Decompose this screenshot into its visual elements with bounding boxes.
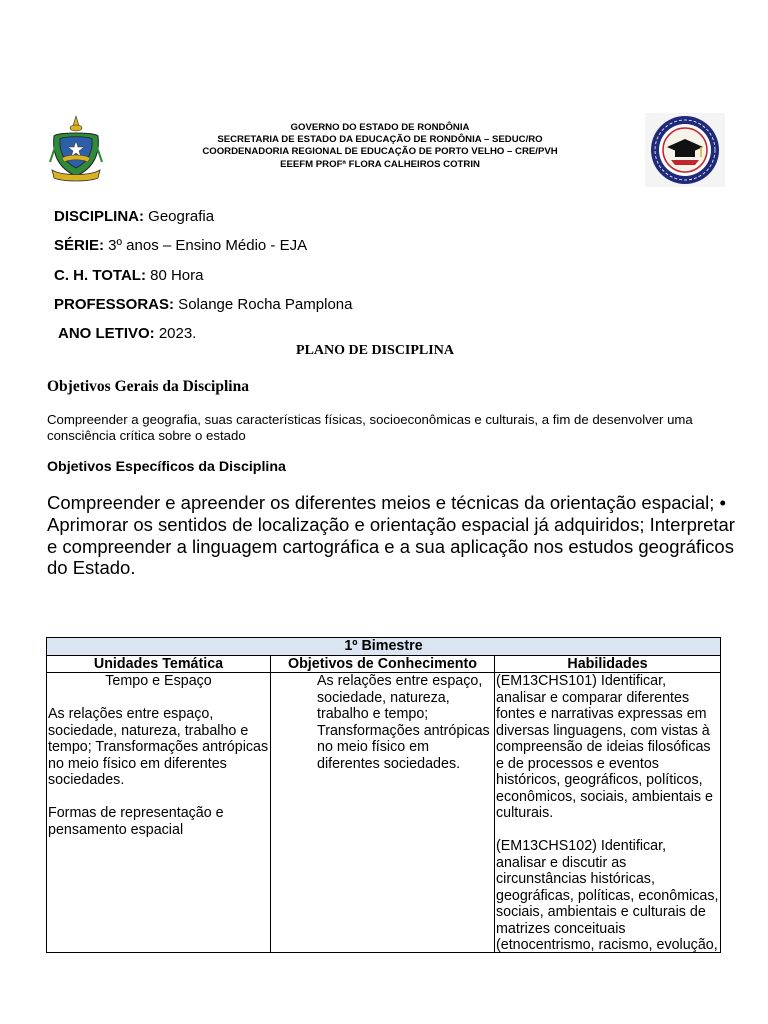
- column-header-objetivos: Objetivos de Conhecimento: [271, 655, 495, 673]
- skill-text: (EM13CHS102) Identificar, analisar e discutir as circunstâncias históricas, geográficas, políticas, econômicas, sociais, ambientais e culturais de matrizes conceituais (etnocentrismo, racismo, evolução,: [496, 838, 719, 952]
- general-objectives-text: Compreender a geografia, suas características físicas, socioeconômicas e culturais, a fim de desenvolver uma consciência crítica sobre o estado: [47, 412, 693, 443]
- school-emblem-logo: [645, 113, 725, 187]
- unit-text: As relações entre espaço, sociedade, natureza, trabalho e tempo; Transformações antrópicas no meio físico em diferentes sociedades.: [48, 706, 269, 788]
- info-value: 80 Hora: [145, 267, 204, 284]
- info-serie: [54, 237, 307, 254]
- info-professoras: [54, 296, 352, 313]
- info-value: 3º anos – Ensino Médio - EJA: [104, 237, 308, 254]
- info-label: C. H. TOTAL:: [54, 267, 146, 284]
- state-coat-of-arms-logo: [48, 114, 104, 186]
- info-value: 2023.: [154, 325, 197, 342]
- unit-title: Tempo e Espaço: [105, 673, 212, 689]
- specific-objectives-text: Compreender e apreender os diferentes meios e técnicas da orientação espacial; • Aprimorar os sentidos de localização e orientação espacial já adquiridos; Interpretar e compreender a linguagem cartográfica e a sua aplicação nos estudos geográficos do Estado.: [47, 492, 735, 579]
- info-disciplina: [54, 208, 214, 225]
- table-cell-unidades: [47, 673, 271, 953]
- institution-header: [130, 122, 630, 171]
- curriculum-table: [46, 637, 720, 953]
- info-label: SÉRIE:: [54, 237, 105, 254]
- table-cell-objetivos: [271, 673, 495, 953]
- header-line: GOVERNO DO ESTADO DE RONDÔNIA: [290, 122, 470, 133]
- page-title: PLANO DE DISCIPLINA: [296, 343, 454, 358]
- general-objectives-heading: Objetivos Gerais da Disciplina: [47, 378, 249, 395]
- column-header-unidades: Unidades Temática: [47, 655, 271, 673]
- unit-text: Formas de representação e pensamento espacial: [48, 805, 224, 838]
- header-line: COORDENADORIA REGIONAL DE EDUCAÇÃO DE PORTO VELHO – CRE/PVH: [202, 146, 558, 158]
- info-label: DISCIPLINA:: [54, 208, 144, 225]
- info-label: PROFESSORAS:: [54, 296, 175, 313]
- specific-objectives-heading: Objetivos Específicos da Disciplina: [47, 459, 286, 475]
- header-line: SECRETARIA DE ESTADO DA EDUCAÇÃO DE RONDÔNIA – SEDUC/RO: [217, 134, 543, 146]
- info-value: Geografia: [144, 208, 215, 225]
- header-line: EEEFM PROFª FLORA CALHEIROS COTRIN: [280, 158, 480, 170]
- table-cell-habilidades: [495, 673, 721, 953]
- info-label: ANO LETIVO:: [58, 325, 155, 342]
- column-header-habilidades: Habilidades: [495, 655, 721, 673]
- info-carga-horaria: [54, 267, 203, 284]
- bimestre-header: 1º Bimestre: [47, 638, 721, 656]
- info-value: Solange Rocha Pamplona: [174, 296, 353, 313]
- skill-text: (EM13CHS101) Identificar, analisar e comparar diferentes fontes e narrativas expressas em diversas linguagens, com vistas à compreensão de ideias filosóficas e de processos e eventos históricos, geográficos, políticos, econômicos, sociais, ambientais e culturais.: [496, 673, 713, 821]
- info-ano-letivo: [58, 325, 196, 342]
- objective-text: As relações entre espaço, sociedade, natureza, trabalho e tempo; Transformações antrópicas no meio físico em diferentes sociedades.: [317, 673, 490, 772]
